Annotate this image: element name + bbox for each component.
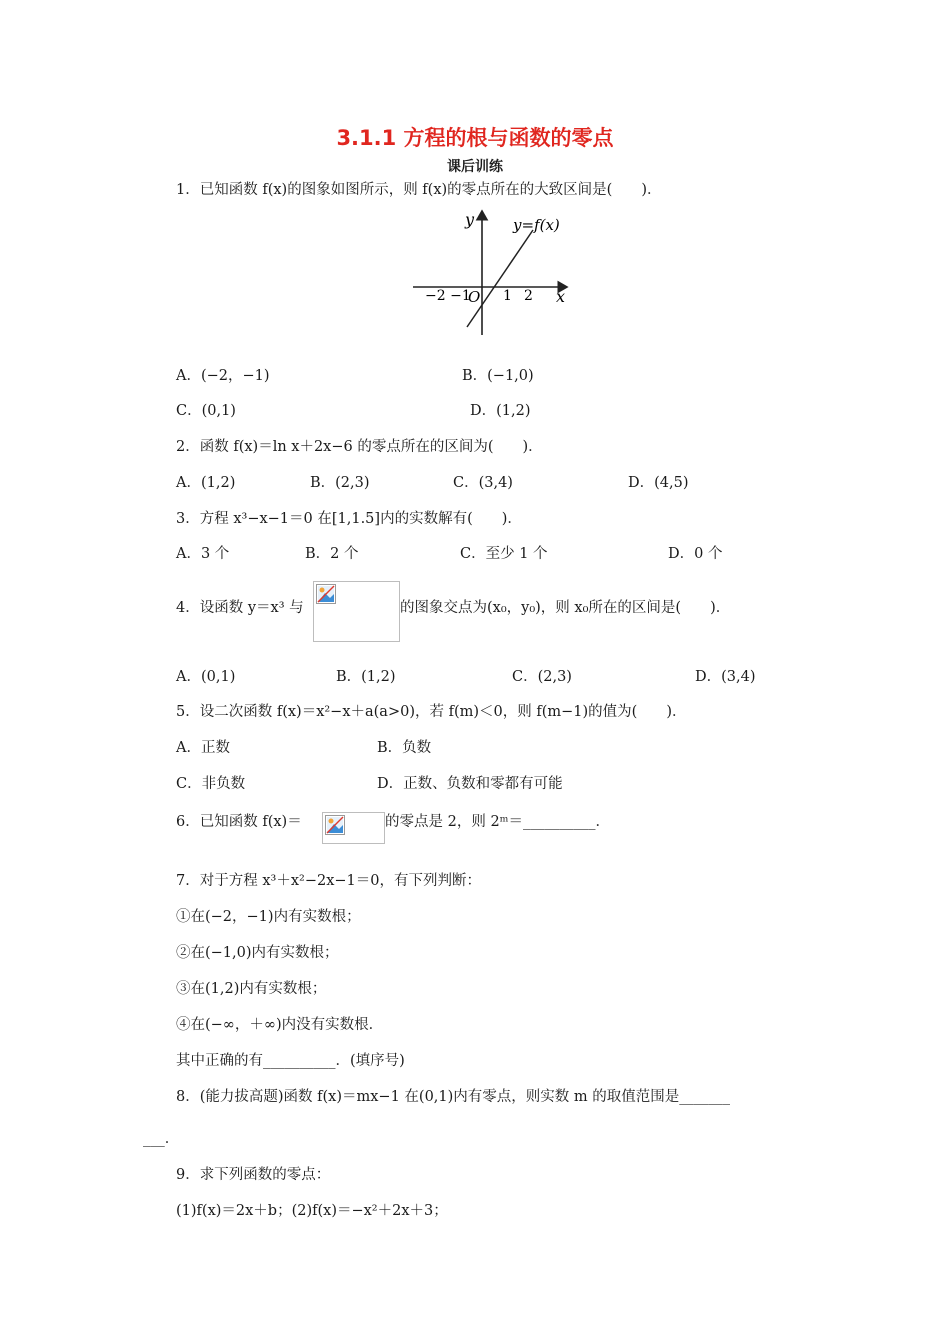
q1-option-a: A．(−2，−1) — [176, 368, 270, 384]
q2-option-c: C．(3,4) — [453, 475, 513, 491]
q5-stem: 5．设二次函数 f(x)＝x²−x＋a(a>0)，若 f(m)＜0，则 f(m−1)的值为( )． — [176, 704, 687, 720]
page-title: 3.1.1 方程的根与函数的零点 — [336, 126, 614, 150]
q9-stem: 9．求下列函数的零点： — [176, 1167, 331, 1183]
q1-option-b: B．(−1,0) — [462, 368, 534, 384]
q7-answer-line: 其中正确的有__________．(填序号) — [176, 1053, 405, 1069]
q4-option-a: A．(0,1) — [176, 669, 236, 685]
q1-graph — [405, 205, 577, 340]
page-subtitle: 课后训练 — [447, 159, 503, 175]
q2-option-d: D．(4,5) — [628, 475, 689, 491]
q2-stem: 2．函数 f(x)＝ln x＋2x−6 的零点所在的区间为( )． — [176, 439, 543, 455]
q4-option-c: C．(2,3) — [512, 669, 572, 685]
q2-option-b: B．(2,3) — [310, 475, 370, 491]
q3-stem: 3．方程 x³−x−1＝0 在[1,1.5]内的实数解有( )． — [176, 511, 522, 527]
q4-stem-end: 的图象交点为(x₀，y₀)，则 x₀所在的区间是( )． — [400, 600, 731, 616]
function-line — [467, 230, 533, 327]
q3-option-b: B．2 个 — [305, 546, 359, 562]
q1-option-d: D．(1,2) — [470, 403, 531, 419]
q1-stem: 1．已知函数 f(x)的图象如图所示，则 f(x)的零点所在的大致区间是( )． — [176, 182, 662, 198]
q5-option-b: B．负数 — [377, 740, 432, 756]
q9-parts: (1)f(x)＝2x＋b；(2)f(x)＝−x²＋2x＋3； — [176, 1203, 448, 1219]
q3-option-a: A．3 个 — [176, 546, 230, 562]
q6-stem-start: 6．已知函数 f(x)＝ — [176, 814, 302, 830]
q7-stem: 7．对于方程 x³＋x²−2x−1＝0，有下列判断： — [176, 873, 481, 889]
tick-labels-negative: −2 −1 — [425, 288, 471, 304]
q2-option-a: A．(1,2) — [176, 475, 236, 491]
q7-item-3: ③在(1,2)内有实数根； — [176, 981, 327, 997]
q8-stem-continuation: ___． — [143, 1131, 180, 1147]
q3-option-c: C．至少 1 个 — [460, 546, 548, 562]
broken-image-placeholder — [313, 581, 400, 642]
q7-item-1: ①在(−2，−1)内有实数根； — [176, 909, 361, 925]
y-axis-label: y — [465, 210, 475, 229]
q5-option-c: C．非负数 — [176, 776, 246, 792]
q3-option-d: D．0 个 — [668, 546, 723, 562]
image-icon — [316, 584, 336, 604]
image-icon — [325, 815, 345, 835]
q6-stem-end: 的零点是 2，则 2ᵐ＝__________． — [385, 814, 611, 830]
origin-label: O — [468, 288, 481, 306]
q7-item-4: ④在(−∞，＋∞)内没有实数根． — [176, 1017, 384, 1033]
q1-option-c: C．(0,1) — [176, 403, 236, 419]
q4-option-b: B．(1,2) — [336, 669, 396, 685]
tick-label-1: 1 — [503, 288, 512, 304]
q7-item-2: ②在(−1,0)内有实数根； — [176, 945, 339, 961]
tick-label-2: 2 — [524, 288, 533, 304]
q4-stem-start: 4．设函数 y＝x³ 与 — [176, 600, 304, 616]
curve-label: y=f(x) — [513, 216, 560, 234]
q4-option-d: D．(3,4) — [695, 669, 756, 685]
q5-option-d: D．正数、负数和零都有可能 — [377, 776, 563, 792]
broken-image-placeholder — [322, 812, 385, 844]
q8-stem: 8．(能力拔高题)函数 f(x)＝mx−1 在(0,1)内有零点，则实数 m 的取值范围是_______ — [176, 1089, 731, 1105]
x-axis-label: x — [556, 287, 566, 306]
q5-option-a: A．正数 — [176, 740, 230, 756]
